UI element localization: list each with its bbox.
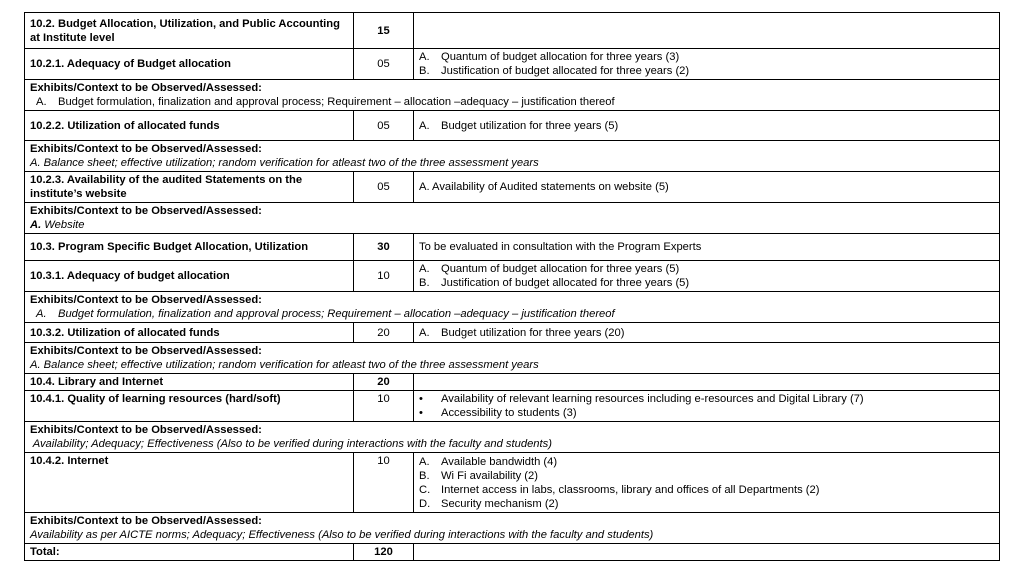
list-item: A. Available bandwidth (4) (419, 455, 558, 468)
table-row (25, 374, 1000, 391)
exhibits-cell (25, 343, 1000, 374)
exhibits-text: A. Balance sheet; effective utilization; random verification for atleast two of the three assessment years (30, 157, 539, 169)
total-description (414, 544, 1000, 561)
exhibits-heading: Exhibits/Context to be Observed/Assessed: (30, 294, 262, 306)
total-label: Total: (25, 544, 354, 561)
criterion-marks: 15 (354, 13, 414, 49)
exhibits-row (25, 80, 1000, 111)
exhibits-text: Availability as per AICTE norms; Adequacy; Effectiveness (Also to be verified during interactions with the faculty and students) (30, 529, 654, 541)
exhibits-row (25, 203, 1000, 234)
exhibits-text: A. Balance sheet; effective utilization; random verification for atleast two of the three assessment years (30, 359, 539, 371)
criterion-marks: 10 (354, 453, 414, 513)
exhibits-text: A. Budget formulation, finalization and approval process; Requirement – allocation –adequacy – justification thereof (36, 308, 615, 320)
criterion-marks: 10 (354, 391, 414, 422)
table-row (25, 391, 1000, 422)
criterion-label: 10.4.2. Internet (25, 453, 354, 513)
list-item: • Availability of relevant learning resources including e-resources and Digital Library (7) (419, 393, 864, 405)
criterion-label: 10.4. Library and Internet (25, 374, 354, 391)
criterion-label: 10.2.3. Availability of the audited Statements on the institute’s website (25, 172, 354, 203)
table-row (25, 453, 1000, 513)
total-marks: 120 (354, 544, 414, 561)
criterion-description: A. Budget utilization for three years (5) (414, 111, 1000, 141)
exhibits-cell (25, 203, 1000, 234)
exhibits-heading: Exhibits/Context to be Observed/Assessed: (30, 143, 262, 155)
criterion-description: A. Budget utilization for three years (20) (414, 323, 1000, 343)
list-item: A. Quantum of budget allocation for three years (3) (419, 51, 680, 63)
list-item: B. Justification of budget allocated for three years (5) (419, 277, 690, 289)
list-item: • Accessibility to students (3) (419, 407, 577, 419)
exhibits-row (25, 292, 1000, 323)
criterion-description (414, 49, 1000, 80)
criterion-description (414, 261, 1000, 292)
exhibits-heading: Exhibits/Context to be Observed/Assessed: (30, 82, 262, 94)
exhibits-row (25, 513, 1000, 544)
exhibits-heading: Exhibits/Context to be Observed/Assessed: (30, 345, 262, 357)
list-item: C. Internet access in labs, classrooms, library and offices of all Departments (2) (419, 483, 820, 496)
exhibits-text: A. Budget formulation, finalization and approval process; Requirement – allocation –adequacy – justification thereof (36, 96, 615, 108)
criterion-marks: 30 (354, 234, 414, 261)
table-row (25, 13, 1000, 49)
table-row (25, 234, 1000, 261)
criterion-label: 10.3. Program Specific Budget Allocation, Utilization (25, 234, 354, 261)
table-row (25, 111, 1000, 141)
criterion-description: A. Availability of Audited statements on website (5) (414, 172, 1000, 203)
exhibits-heading: Exhibits/Context to be Observed/Assessed: (30, 205, 262, 217)
exhibits-cell (25, 141, 1000, 172)
criterion-marks: 20 (354, 374, 414, 391)
exhibits-text: A. Website (30, 219, 85, 231)
total-row (25, 544, 1000, 561)
exhibits-cell (25, 80, 1000, 111)
criterion-label: 10.3.2. Utilization of allocated funds (25, 323, 354, 343)
table-row (25, 261, 1000, 292)
criterion-label: 10.2.1. Adequacy of Budget allocation (25, 49, 354, 80)
criterion-description: To be evaluated in consultation with the Program Experts (414, 234, 1000, 261)
list-item: D. Security mechanism (2) (419, 497, 559, 510)
exhibits-row (25, 422, 1000, 453)
exhibits-row (25, 343, 1000, 374)
criterion-marks: 20 (354, 323, 414, 343)
criterion-description (414, 391, 1000, 422)
criterion-marks: 05 (354, 172, 414, 203)
criterion-description (414, 374, 1000, 391)
exhibits-cell (25, 422, 1000, 453)
list-item: B. Wi Fi availability (2) (419, 469, 538, 482)
exhibits-heading: Exhibits/Context to be Observed/Assessed: (30, 515, 262, 527)
list-item: A. Quantum of budget allocation for three years (5) (419, 263, 680, 275)
criteria-table (24, 12, 1000, 561)
exhibits-cell (25, 513, 1000, 544)
criterion-marks: 05 (354, 111, 414, 141)
criterion-label: 10.4.1. Quality of learning resources (hard/soft) (25, 391, 354, 422)
list-item: B. Justification of budget allocated for three years (2) (419, 65, 690, 77)
criterion-marks: 05 (354, 49, 414, 80)
exhibits-cell (25, 292, 1000, 323)
table-row (25, 172, 1000, 203)
criterion-description (414, 13, 1000, 49)
exhibits-row (25, 141, 1000, 172)
criterion-description (414, 453, 1000, 513)
criterion-label: 10.2. Budget Allocation, Utilization, and Public Accounting at Institute level (25, 13, 354, 49)
table-row (25, 49, 1000, 80)
criterion-label: 10.3.1. Adequacy of budget allocation (25, 261, 354, 292)
exhibits-heading: Exhibits/Context to be Observed/Assessed: (30, 424, 262, 436)
criterion-label: 10.2.2. Utilization of allocated funds (25, 111, 354, 141)
table-row (25, 323, 1000, 343)
exhibits-text: Availability; Adequacy; Effectiveness (Also to be verified during interactions with the faculty and students) (30, 438, 552, 450)
criterion-marks: 10 (354, 261, 414, 292)
